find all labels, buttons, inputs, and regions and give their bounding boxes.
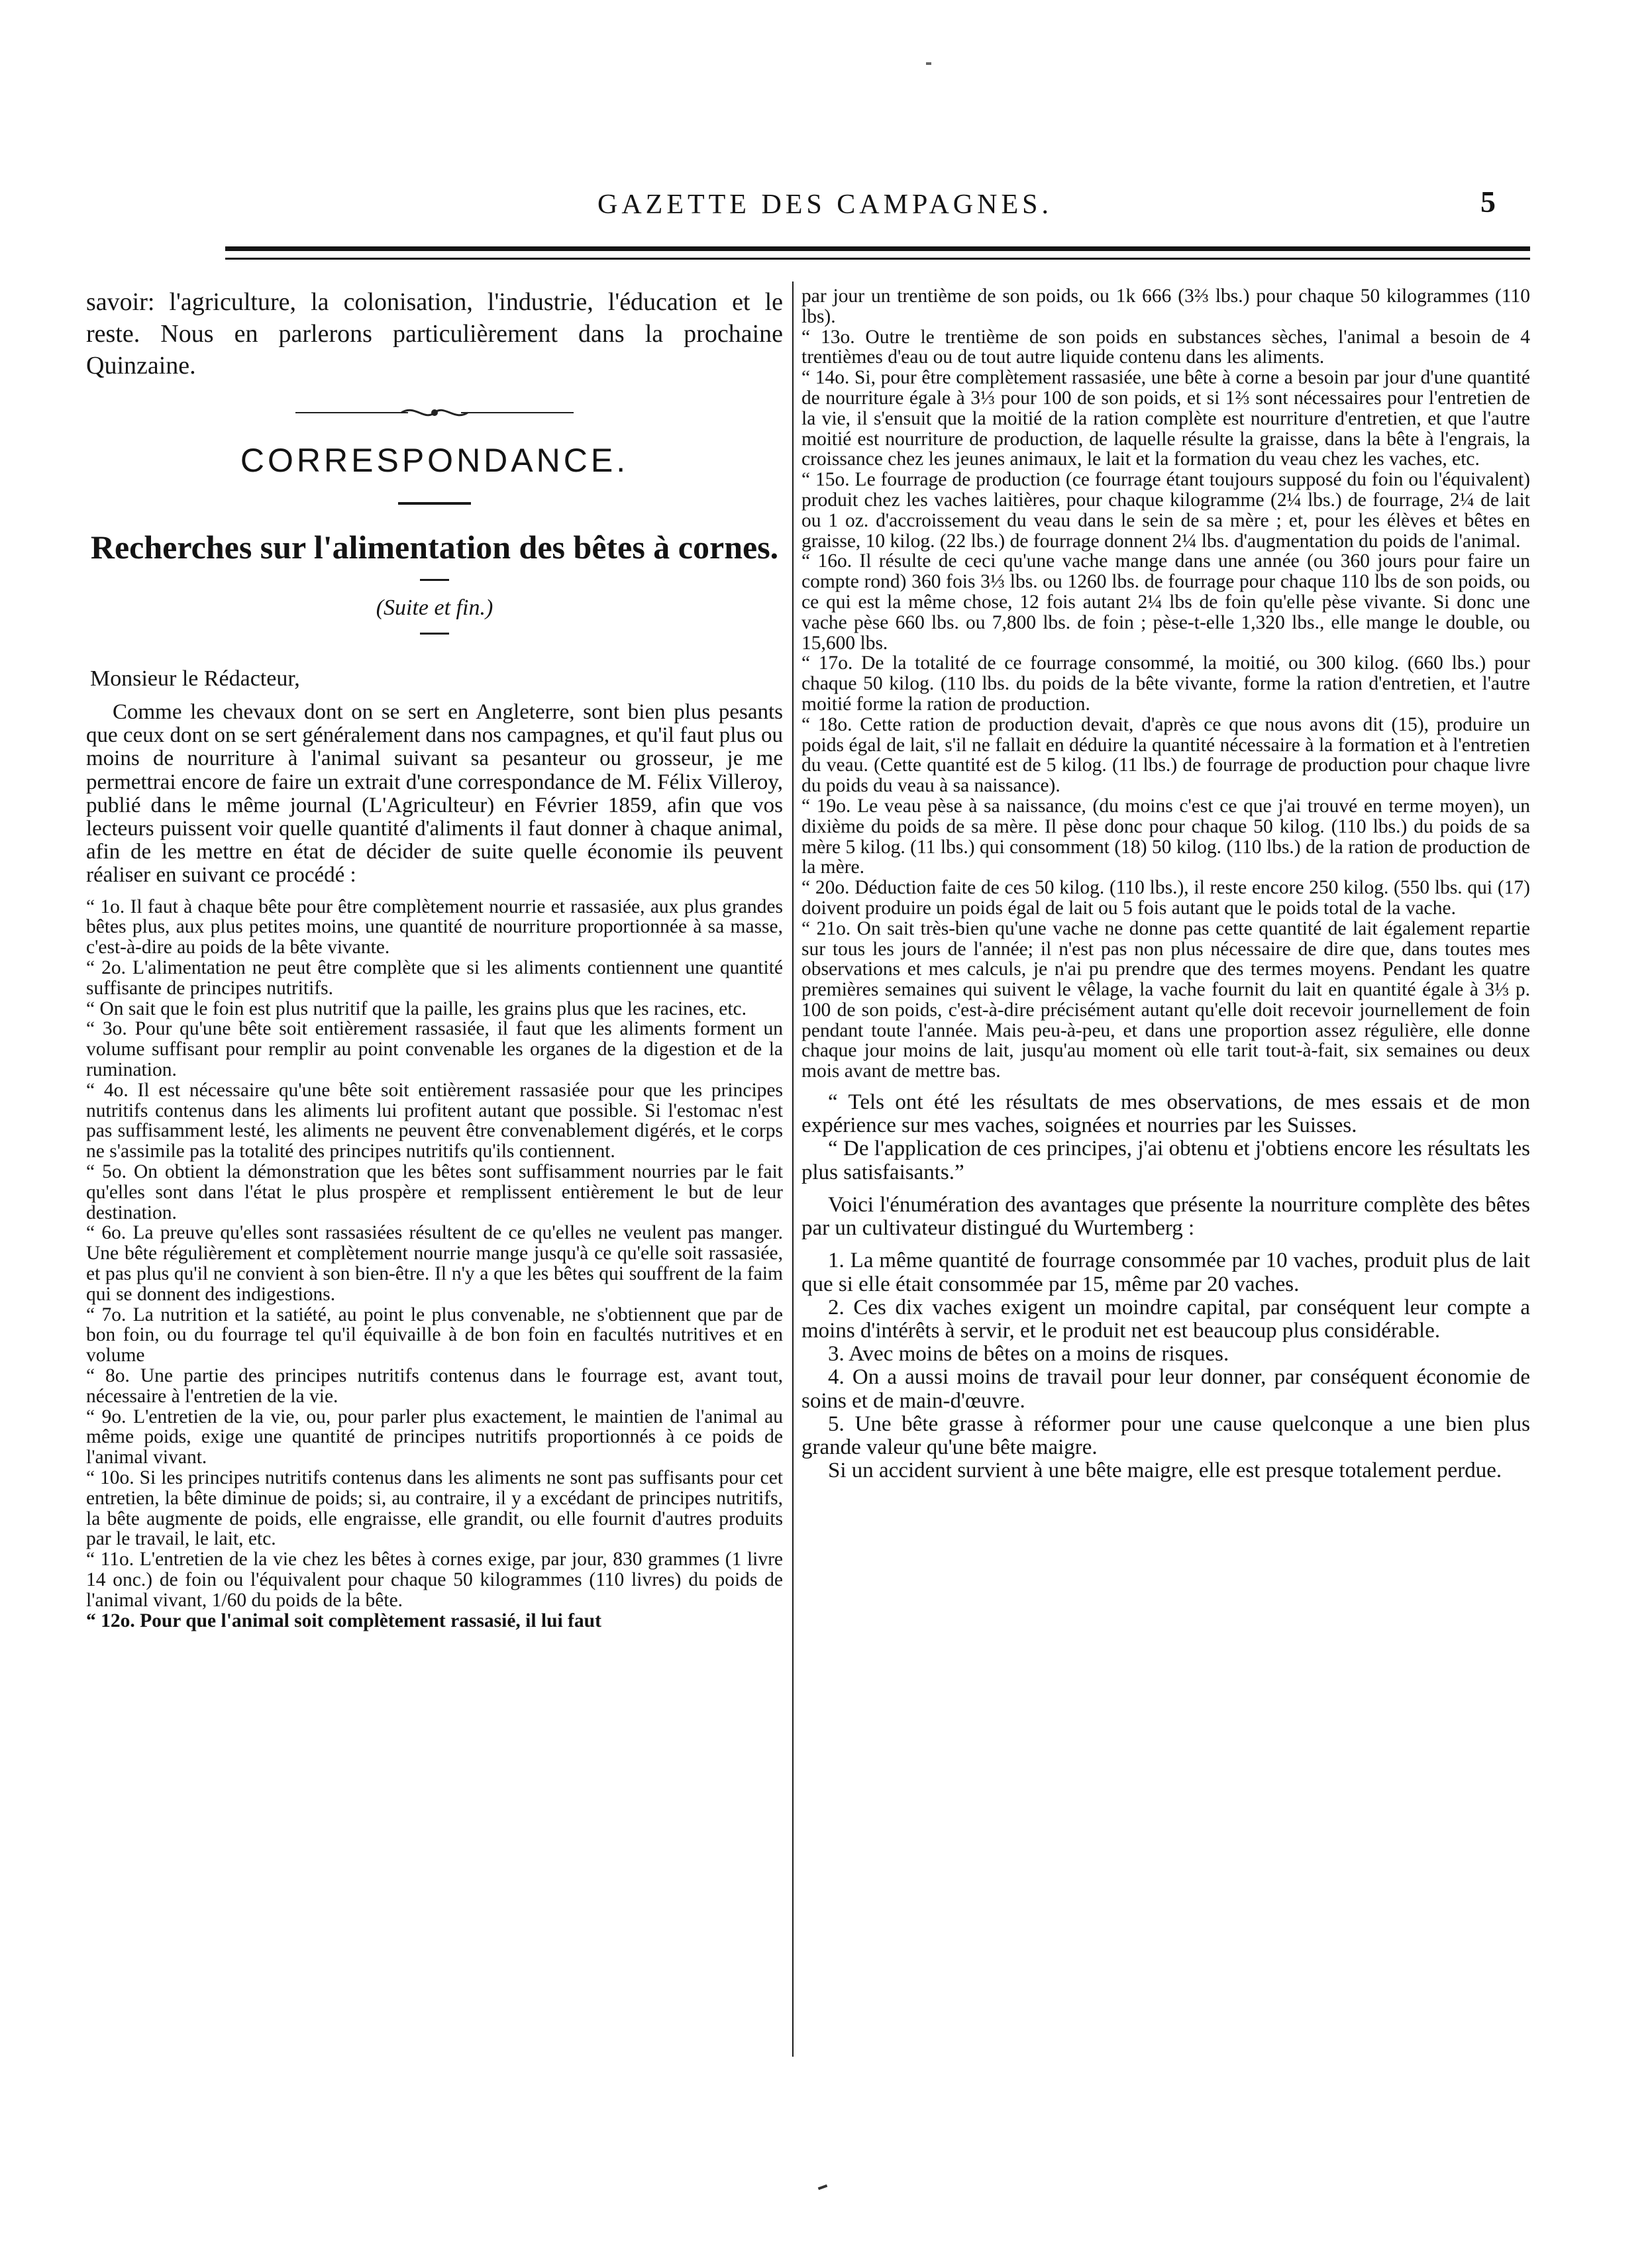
numbered-paragraph: par jour un trentième de son poids, ou 1k 666 (3⅔ lbs.) pour chaque 50 kilogrammes (110 lbs). [801,285,1530,327]
numbered-paragraph: “ 7o. La nutrition et la satiété, au point le plus convenable, ne s'obtiennent que par de bon foin, ou du fourrage tel qu'il équivaille à de bon foin en facultés nutritives et en volume [86,1304,783,1366]
title-rule [420,579,449,581]
numbered-paragraph: “ 9o. L'entretien de la vie, ou, pour parler plus exactement, le maintien de l'animal au même poids, exige une quantité de principes nutritifs proportionnés à ce poids de l'animal vivant. [86,1406,783,1469]
header-rule-thin [225,258,1530,260]
numbered-paragraph: “ 19o. Le veau pèse à sa naissance, (du moins c'est ce que j'ai trouvé en terme moyen), un dixième du poids de sa mère. Il pèse donc pour chaque 50 kilog. (110 lbs.) du poids de sa mère 5 kilog. (11 lbs.) qui consomment (18) 50 kilog. (110 lbs.) de la ration de production de la mère. [801,795,1530,878]
article-subtitle: (Suite et fin.) [376,595,493,620]
ornamental-divider [86,403,783,427]
final-paragraph: Si un accident survient à une bête maigre, elle est presque totalement perdue. [828,1459,1502,1483]
numbered-paragraph: “ On sait que le foin est plus nutritif que la paille, les grains plus que les racines, etc. [86,998,747,1019]
numbered-paragraph: “ 17o. De la totalité de ce fourrage consommé, la moitié, ou 300 kilog. (660 lbs.) pour chaque 50 kilog. (110 lbs. du poids de la bête vivante, forme la ration d'entretien, et l'autre moitié forme la ration de production. [801,652,1530,715]
numbered-paragraph: “ 6o. La preuve qu'elles sont rassasiées résultent de ce qu'elles ne veulent pas manger. Une bête régulièrement et complètement nourrie mange jusqu'à ce qu'elle soit rassasiée, et pas plus qu'il ne convient à son bien-être. Il n'y a que les bêtes qui souffrent de la faim qui se donnent des indigestions. [86,1222,783,1305]
closing-quote: “ De l'application de ces principes, j'ai obtenu et j'obtiens encore les résultats les plus satisfaisants.” [801,1137,1530,1184]
page-number: 5 [1480,185,1496,219]
numbered-paragraph: “ 2o. L'alimentation ne peut être complète que si les aliments contiennent une quantité suffisante de principes nutritifs. [86,957,783,999]
numbered-paragraph: “ 13o. Outre le trentième de son poids en substances sèches, l'animal a besoin de 4 trentièmes d'eau ou de tout autre liquide contenu dans les aliments. [801,326,1530,368]
print-speck [926,62,931,65]
lead-paragraph: Comme les chevaux dont on se sert en Angleterre, sont bien plus pesants que ceux dont on se sert généralement dans nos campagnes, et qu'il faut plus ou moins de nourriture à l'animal suivant sa pesanteur ou grosseur, je me permettrai encore de faire un extrait d'une correspondance de M. Félix Villeroy, publié dans le même journal (L'Agriculteur) en Février 1859, afin que vos lecteurs puissent voir quelle quantité d'aliments il faut donner à chaque animal, afin de les mettre en état de décider de suite quelle économie ils peuvent réaliser en suivant ce procédé : [86,700,783,888]
numbered-paragraph: “ 10o. Si les principes nutritifs contenus dans les aliments ne sont pas suffisants pour cet entretien, la bête diminue de poids; si, au contraire, il y a excédant de principes nutritifs, la bête augmente de poids, elle engraisse, elle grandit, ou elle fournit d'autres produits par le travail, le lait, etc. [86,1467,783,1550]
print-speck [818,2185,828,2191]
subtitle-rule [420,633,449,635]
numbered-paragraph: “ 1o. Il faut à chaque bête pour être complètement nourrie et rassasiée, aux plus grandes bêtes plus, aux plus petites moins, une quantité de nourriture proportionnée à sa masse, c'est-à-dire au poids de la bête vivante. [86,896,783,958]
header-rule-thick [225,246,1530,251]
closing-quote: “ Tels ont été les résultats de mes observations, de mes essais et de mon expérience sur mes vaches, soignées et nourries par les Suisses. [801,1090,1530,1138]
numbered-paragraph: “ 3o. Pour qu'une bête soit entièrement rassasiée, il faut que les aliments forment un volume suffisant pour remplir au point convenable les organes de la digestion et de la rumination. [86,1018,783,1080]
intro-paragraph: savoir: l'agriculture, la colonisation, l'industrie, l'éducation et le reste. Nous en parlerons particulièrement dans la prochaine Quinzaine. [86,288,783,380]
numbered-paragraph: “ 8o. Une partie des principes nutritifs contenus dans le fourrage est, avant tout, nécessaire à l'entretien de la vie. [86,1365,783,1407]
article-title: Recherches sur l'alimentation des bêtes à cornes. [90,529,779,566]
numbered-paragraph: “ 12o. Pour que l'animal soit complètement rassasié, il lui faut [86,1610,601,1631]
numbered-paragraph: “ 21o. On sait très-bien qu'une vache ne donne pas cette quantité de lait également repartie sur tous les jours de l'année; il n'est pas non plus nécessaire de dire que, dans toutes mes observations et mes calculs, je n'ai pu prendre que des termes moyens. Pendant les quatre premières semaines qui suivent le vêlage, la vache fournit du lait en quantité égale à 3⅓ p. 100 de son poids, c'est-à-dire précisément autant qu'elle doit recevoir journellement de foin pendant toute l'année. Mais peu-à-peu, et dans une proportion assez régulière, elle donne chaque jour moins de lait, jusqu'au moment où elle tarit tout-à-fait, six semaines ou deux mois avant de mettre bas. [801,917,1530,1082]
advantage-item: 2. Ces dix vaches exigent un moindre capital, par conséquent leur compte a moins d'intérêts à servir, et le produit net est beaucoup plus considérable. [801,1295,1530,1343]
numbered-paragraph: “ 18o. Cette ration de production devait, d'après ce que nous avons dit (15), produire un poids égal de lait, s'il ne fallait en déduire la quantité nécessaire à la formation et à l'entretien du veau. (Cette quantité est de 5 kilog. (11 lbs.) de fourrage de production pour chaque livre du poids du veau à sa naissance). [801,713,1530,797]
numbered-paragraph: “ 11o. L'entretien de la vie chez les bêtes à cornes exige, par jour, 830 grammes (1 livre 14 onc.) de foin ou l'équivalent pour chaque 50 kilogrammes (110 livres) du poids de l'animal vivant, 1/60 du poids de la bête. [86,1549,783,1611]
numbered-paragraph: “ 16o. Il résulte de ceci qu'une vache mange dans une année (ou 360 jours pour faire un compte rond) 360 fois 3⅓ lbs. ou 1260 lbs. de fourrage pour chaque 110 lbs de son poids, ou ce qui est la même chose, 12 fois autant 2¼ lbs de foin qu'elle pèse vivante. Si donc une vache pèse 660 lbs. ou 7,800 lbs. de foin ; pèse-t-elle 1,320 lbs., elle mange le double, ou 15,600 lbs. [801,550,1530,654]
numbered-paragraph: “ 4o. Il est nécessaire qu'une bête soit entièrement rassasiée pour que les principes nutritifs contenus dans les aliments lui profitent autant que possible. Si l'estomac n'est pas suffisamment lesté, les aliments ne peuvent être convenablement digérés, et le corps ne s'assimile pas la totalité des principes nutritifs qu'ils contiennent. [86,1079,783,1162]
numbered-paragraph: “ 15o. Le fourrage de production (ce fourrage étant toujours supposé du foin ou l'équivalent) produit chez les vaches laitières, pour chaque kilogramme (2¼ lbs.) de fourrage, 2¼ de lait ou 1 oz. d'accroissement du veau dans le sein de sa mère ; et, pour les élèves et bêtes en graisse, 10 kilog. (22 lbs.) de fourrage donnent 2¼ lbs. d'augmentation du poids de l'animal. [801,469,1530,552]
numbered-paragraph: “ 20o. Déduction faite de ces 50 kilog. (110 lbs.), il reste encore 250 kilog. (550 lbs. qui (17) doivent produire un poids égal de lait ou 5 fois autant que le poids total de la vache. [801,877,1530,919]
right-column [801,286,1530,1482]
numbered-paragraph: “ 5o. On obtient la démonstration que les bêtes sont suffisamment nourries par le fait qu'elles sont dans l'état le plus prospère et remplissent entièrement le but de leur destination. [86,1160,783,1223]
enumeration-intro: Voici l'énumération des avantages que présente la nourriture complète des bêtes par un cultivateur distingué du Wurtemberg : [801,1192,1530,1241]
numbered-paragraph: “ 14o. Si, pour être complètement rassasiée, une bête à corne a besoin par jour d'une quantité de nourriture égale à 3⅓ pour 100 de son poids, et si 1⅔ sont nécessaires pour l'entretien de la vie, il s'ensuit que la moitié de la ration complète est nourriture d'entretien, et que l'autre moitié est nourriture de production, de laquelle résulte la graisse, dans la bête à l'engrais, la croissance chez les jeunes animaux, le lait et la formation du veau chez les vaches, etc. [801,367,1530,470]
advantage-item: 3. Avec moins de bêtes on a moins de risques. [828,1342,1229,1366]
column-divider [792,282,794,2057]
section-title: CORRESPONDANCE. [240,442,629,479]
advantage-item: 5. Une bête grasse à réformer pour une cause quelconque a une bien plus grande valeur qu'une bête maigre. [801,1412,1530,1459]
section-rule [398,502,471,505]
left-column [86,286,783,1631]
salutation: Monsieur le Rédacteur, [90,666,300,691]
running-title: GAZETTE DES CAMPAGNES. [597,189,1053,220]
advantage-item: 1. La même quantité de fourrage consommée par 10 vaches, produit plus de lait que si elle était consommée par 15, même par 20 vaches. [801,1249,1530,1296]
advantage-item: 4. On a aussi moins de travail pour leur donner, par conséquent économie de soins et de main-d'œuvre. [801,1365,1530,1413]
